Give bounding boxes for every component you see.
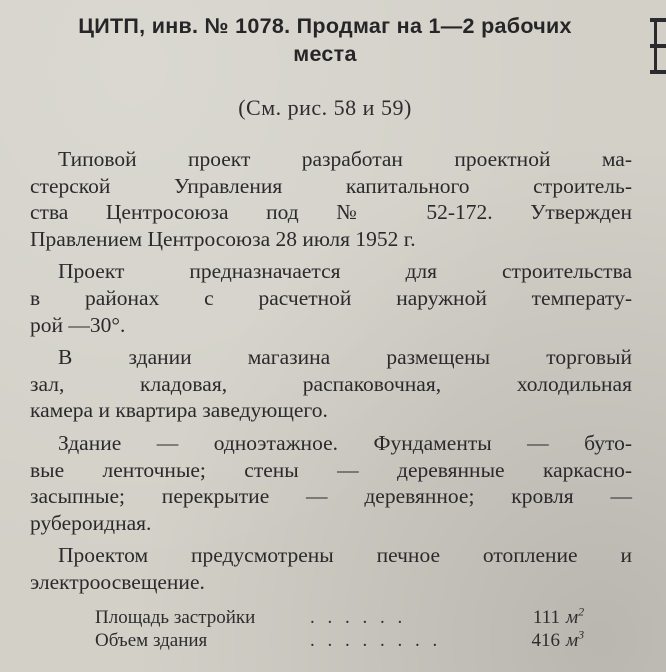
paragraph-line: Проект предназначается для строительства [58, 259, 632, 284]
paragraph-line: ства Центросоюза под № 52-172. Утвержден [30, 200, 632, 225]
paragraph-line: Здание — одноэтажное. Фундаменты — буто- [58, 430, 632, 455]
paragraph-line: Проектом предусмотрены печное отопление и [58, 543, 632, 568]
paragraph-line: вые ленточные; стены — деревянные каркасно- [30, 457, 632, 482]
section-title [20, 12, 630, 68]
spec-leader-dots: . . . . . . . . [310, 630, 442, 651]
paragraph-line: электроосвещение. [30, 569, 205, 594]
section-title-line-2: места [293, 42, 357, 66]
spec-row-building-area [95, 606, 595, 629]
spec-leader-dots: . . . . . . [310, 607, 407, 628]
spec-unit-base: м [566, 607, 579, 628]
paragraph-line: камера и квартира заведующего. [30, 398, 328, 423]
spec-label: Объем здания [95, 630, 208, 651]
paragraph-origin [30, 146, 632, 252]
spec-value: 416 [531, 630, 560, 651]
paragraph-line: Правлением Центросоюза 28 июля 1952 г. [30, 226, 416, 251]
body-text [30, 146, 632, 602]
paragraph-line: рой —30°. [30, 312, 126, 337]
spec-unit-power: 3 [578, 627, 585, 642]
paragraph-line: В здании магазина размещены торговый [58, 345, 632, 370]
paragraph-layout [30, 344, 632, 424]
page-edge-frame [650, 18, 666, 74]
spec-row-building-volume [95, 629, 595, 652]
spec-value: 111 [532, 607, 560, 628]
section-title-line-1: ЦИТП, инв. № 1078. Продмаг на 1—2 рабочих [78, 14, 572, 38]
spec-unit [566, 606, 584, 629]
page-edge-frame-bottom [650, 70, 666, 74]
specs-table [95, 606, 595, 652]
figure-reference: (См. рис. 58 и 59) [238, 95, 412, 120]
paragraph-purpose [30, 258, 632, 338]
paragraph-line: зал, кладовая, распаковочная, холодильная [30, 371, 632, 396]
paragraph-utilities [30, 542, 632, 595]
spec-label: Площадь застройки [95, 607, 256, 628]
paragraph-line: рубероидная. [30, 510, 152, 535]
spec-unit-base: м [566, 630, 579, 651]
page-edge-frame-middle [650, 44, 666, 48]
spec-unit [566, 629, 584, 652]
paragraph-line: засыпные; перекрытие — деревянное; кровля — [30, 484, 632, 509]
page-edge-frame-top [650, 18, 666, 22]
paragraph-line: стерской Управления капитального строитель- [30, 173, 632, 198]
paragraph-line: в районах с расчетной наружной температу- [30, 285, 632, 310]
paragraph-construction [30, 430, 632, 536]
spec-unit-power: 2 [578, 604, 585, 619]
paragraph-line: Типовой проект разработан проектной ма- [58, 147, 632, 171]
